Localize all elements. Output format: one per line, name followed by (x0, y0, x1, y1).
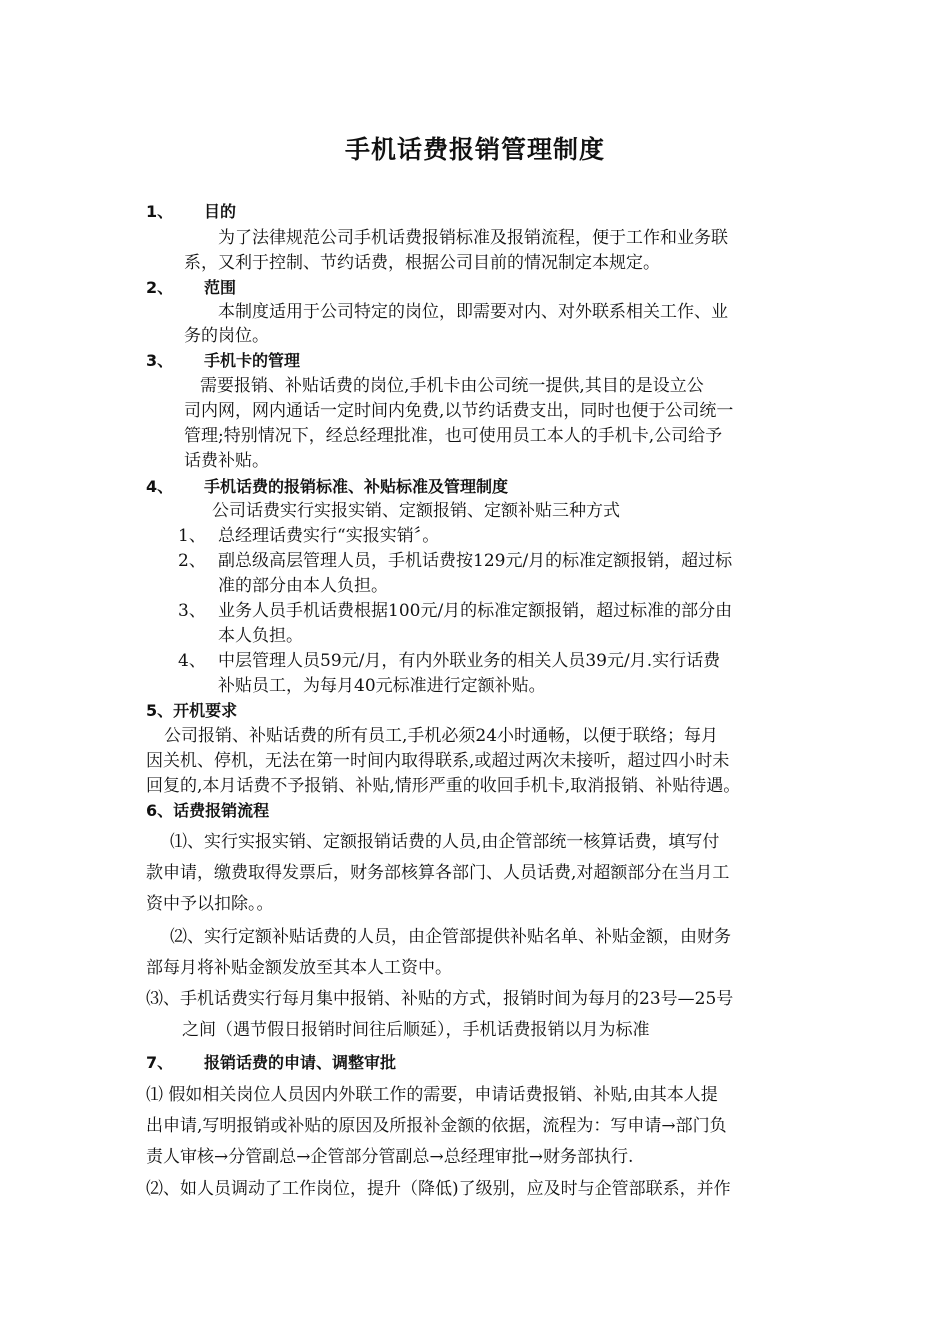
paragraph-line: ⑶、手机话费实行每月集中报销、补贴的方式，报销时间为每月的23号—25号 (146, 989, 734, 1009)
paragraph-line: 为了法律规范公司手机话费报销标准及报销流程，便于工作和业务联 (218, 228, 728, 248)
paragraph-line: ⑵、如人员调动了工作岗位，提升（降低)了级别，应及时与企管部联系，并作 (146, 1179, 731, 1199)
paragraph-line: 需要报销、补贴话费的岗位,手机卡由公司统一提供,其目的是设立公 (200, 376, 704, 396)
list-item-continuation: 补贴员工，为每月40元标准进行定额补贴。 (218, 676, 546, 696)
list-number: 3、 (178, 601, 206, 621)
paragraph-line: 管理;特别情况下，经总经理批准，也可使用员工本人的手机卡,公司给予 (184, 426, 723, 446)
list-item-continuation: 本人负担。 (218, 626, 303, 646)
section-heading (146, 1052, 396, 1074)
paragraph-line: 因关机、停机，无法在第一时间内取得联系,或超过两次未接听，超过四小时未 (146, 751, 730, 771)
paragraph-line: 本制度适用于公司特定的岗位，即需要对内、对外联系相关工作、业 (218, 302, 728, 322)
paragraph-line: 资中予以扣除。。 (146, 894, 274, 914)
paragraph-line: 款申请，缴费取得发票后，财务部核算各部门、人员话费,对超额部分在当月工 (146, 863, 730, 883)
paragraph-line: 话费补贴。 (184, 451, 269, 471)
section-number: 2、 (146, 278, 174, 297)
section-number: 3、 (146, 351, 174, 370)
list-item-continuation: 准的部分由本人负担。 (218, 576, 388, 596)
section-title: 手机卡的管理 (204, 351, 301, 370)
paragraph-line: 公司话费实行实报实销、定额报销、定额补贴三种方式 (212, 501, 620, 521)
list-number: 1、 (178, 526, 206, 546)
section-title: 目的 (204, 202, 237, 221)
list-item (178, 550, 732, 572)
paragraph-line: 系，又利于控制、节约话费，根据公司目前的情况制定本规定。 (184, 253, 660, 273)
section-number: 4、 (146, 477, 174, 496)
list-item-text: 总经理话费实行“实报实销〞。 (218, 526, 440, 546)
paragraph-line: ⑴ 假如相关岗位人员因内外联工作的需要，申请话费报销、补贴,由其本人提 (146, 1085, 718, 1105)
list-item (178, 650, 720, 672)
list-number: 2、 (178, 551, 206, 571)
list-item-text: 业务人员手机话费根据100元/月的标准定额报销，超过标准的部分由 (218, 601, 733, 621)
paragraph-line: 司内网，网内通话一定时间内免费,以节约话费支出，同时也便于公司统一 (184, 401, 734, 421)
paragraph-line: 务的岗位。 (184, 326, 269, 346)
paragraph-line: ⑵、实行定额补贴话费的人员，由企管部提供补贴名单、补贴金额，由财务 (170, 927, 731, 947)
paragraph-line: 公司报销、补贴话费的所有员工,手机必须24小时通畅，以便于联络；每月 (164, 726, 719, 746)
paragraph-line: 部每月将补贴金额发放至其本人工资中。 (146, 958, 452, 978)
section-number: 1、 (146, 202, 174, 221)
section-heading: 6、话费报销流程 (146, 801, 270, 820)
section-title: 范围 (204, 278, 237, 297)
section-number: 7、 (146, 1053, 174, 1072)
list-item-text: 副总级高层管理人员，手机话费按129元/月的标准定额报销，超过标 (218, 551, 733, 571)
section-title: 手机话费的报销标准、补贴标准及管理制度 (204, 477, 509, 496)
section-heading (146, 201, 236, 223)
section-heading: 5、开机要求 (146, 701, 238, 720)
page-title: 手机话费报销管理制度 (344, 135, 605, 164)
section-heading (146, 476, 508, 498)
paragraph-line: 责人审核→分管副总→企管部分管副总→总经理审批→财务部执行. (146, 1147, 634, 1167)
paragraph-line: 出申请,写明报销或补贴的原因及所报补金额的依据，流程为：写申请→部门负 (146, 1116, 727, 1136)
list-item (178, 600, 732, 622)
section-title: 报销话费的申请、调整审批 (204, 1053, 397, 1072)
paragraph-line: 回复的,本月话费不予报销、补贴,情形严重的收回手机卡,取消报销、补贴待遇。 (146, 776, 741, 796)
list-number: 4、 (178, 651, 206, 671)
section-heading (146, 350, 300, 372)
paragraph-line: 之间（遇节假日报销时间往后顺延），手机话费报销以月为标准 (182, 1020, 650, 1040)
paragraph-line: ⑴、实行实报实销、定额报销话费的人员,由企管部统一核算话费，填写付 (170, 832, 720, 852)
section-heading (146, 277, 236, 299)
list-item-text: 中层管理人员59元/月，有内外联业务的相关人员39元/月.实行话费 (218, 651, 721, 671)
list-item (178, 525, 439, 547)
